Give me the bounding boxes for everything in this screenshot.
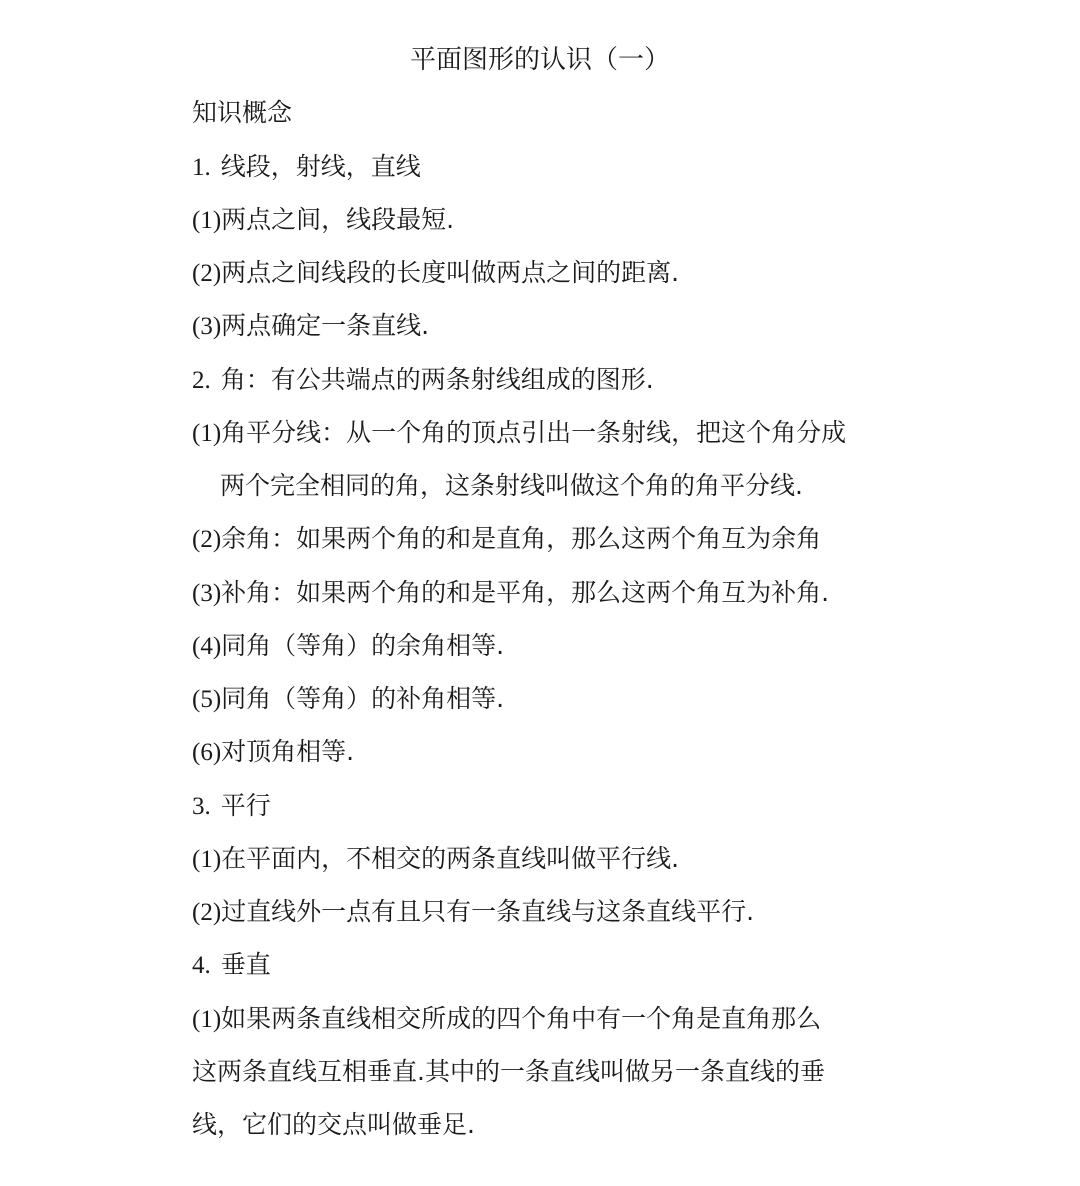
item-number: 2.	[192, 367, 211, 394]
list-item	[192, 626, 912, 667]
item-number: (3)	[192, 313, 222, 340]
item-text: 角平分线：从一个角的顶点引出一条射线，把这个角分成	[221, 418, 847, 447]
list-item	[192, 519, 912, 560]
item-text: 两点之间线段的长度叫做两点之间的距离.	[221, 258, 680, 287]
list-item	[192, 573, 912, 614]
list-item	[192, 732, 912, 773]
list-item	[192, 945, 912, 986]
item-number: 3.	[192, 793, 211, 820]
item-number: (1)	[192, 420, 222, 447]
item-number: (5)	[192, 686, 222, 713]
item-text: 垂直	[220, 950, 271, 979]
item-number: (1)	[192, 846, 222, 873]
item-text: 如果两条直线相交所成的四个角中有一个角是直角那么	[221, 1004, 822, 1033]
item-number: 4.	[192, 952, 211, 979]
list-item	[192, 306, 912, 347]
list-item-continuation	[192, 1105, 912, 1145]
list-item	[192, 679, 912, 720]
item-number: (3)	[192, 580, 222, 607]
item-text: 在平面内，不相交的两条直线叫做平行线.	[221, 844, 680, 873]
item-text: 过直线外一点有且只有一条直线与这条直线平行.	[221, 897, 755, 926]
item-number: (2)	[192, 526, 222, 553]
item-text: 同角（等角）的余角相等.	[221, 631, 505, 660]
item-number: 1.	[192, 154, 211, 181]
list-item	[192, 413, 912, 454]
list-item	[192, 999, 912, 1040]
list-item	[192, 200, 912, 241]
item-number: (1)	[192, 207, 222, 234]
list-item	[192, 786, 912, 827]
item-number: (1)	[192, 1006, 222, 1033]
item-number: (6)	[192, 739, 222, 766]
item-text: 线，它们的交点叫做垂足.	[192, 1110, 475, 1139]
item-number: (4)	[192, 633, 222, 660]
list-item	[192, 147, 912, 188]
item-text: 两点之间，线段最短.	[221, 205, 455, 234]
item-text: 对顶角相等.	[221, 737, 355, 766]
list-item	[192, 892, 912, 933]
item-text: 这两条直线互相垂直.其中的一条直线叫做另一条直线的垂	[192, 1057, 825, 1086]
list-item	[192, 839, 912, 880]
item-text: 两个完全相同的角，这条射线叫做这个角的角平分线.	[220, 471, 803, 500]
item-text: 平行	[220, 791, 271, 820]
item-text: 补角：如果两个角的和是平角，那么这两个角互为补角.	[221, 578, 830, 607]
list-item	[192, 360, 912, 401]
item-number: (2)	[192, 260, 222, 287]
item-text: 角：有公共端点的两条射线组成的图形.	[220, 365, 654, 394]
item-text: 两点确定一条直线.	[221, 311, 430, 340]
item-text: 余角：如果两个角的和是直角，那么这两个角互为余角	[221, 524, 822, 553]
item-text: 同角（等角）的补角相等.	[221, 684, 505, 713]
item-text: 线段，射线，直线	[220, 152, 421, 181]
list-item-continuation	[220, 466, 940, 506]
item-number: (2)	[192, 899, 222, 926]
page-title: 平面图形的认识（一）	[409, 45, 670, 75]
list-item-continuation	[192, 1052, 912, 1092]
list-item	[192, 253, 912, 294]
section-heading: 知识概念	[192, 98, 293, 127]
